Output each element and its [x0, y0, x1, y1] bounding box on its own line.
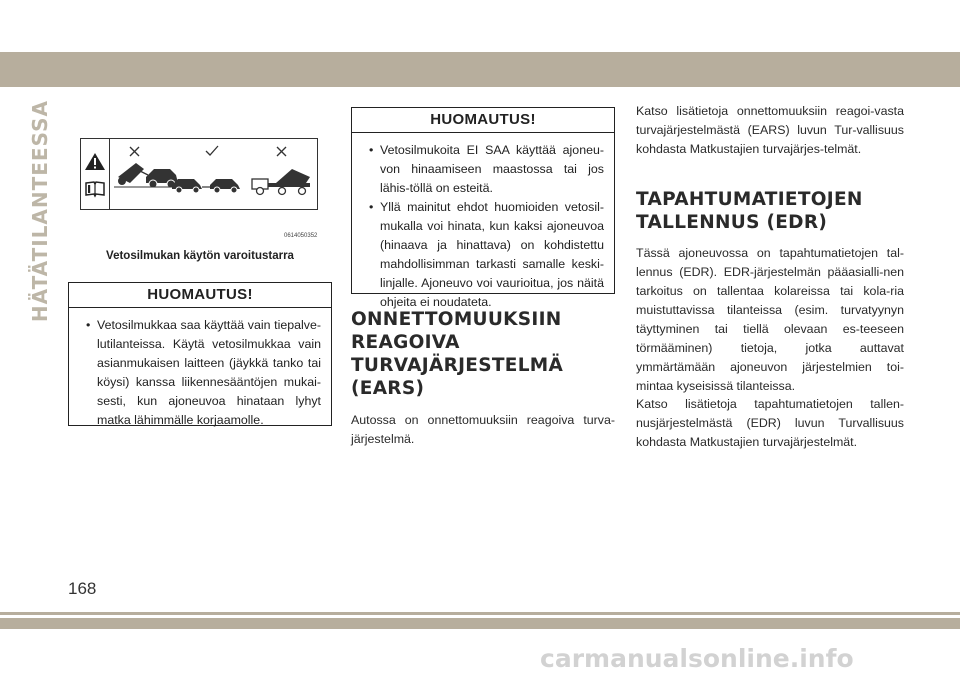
notice-title: HUOMAUTUS! — [69, 283, 331, 308]
heading-line: (EARS) — [351, 378, 425, 399]
ears-body: Autossa on onnettomuuksiin reagoiva turva-järjestelmä. — [351, 413, 615, 446]
edr-reference: Katso lisätietoja tapahtumatietojen tallen-nusjärjestelmästä (EDR) luvun Turvallisuus kohdasta Matkustajien turvajärjestelmät. — [636, 397, 904, 449]
figure-id: 0614050352 — [284, 233, 318, 239]
flatbed-truck-scene — [252, 169, 310, 195]
tow-recovery-scene — [114, 163, 182, 188]
ears-reference: Katso lisätietoja onnettomuuksiin reagoi-vasta turvajärjestelmästä (EARS) luvun Tur-vallisuus kohdasta Matkustajien turvajärjes-telmät. — [636, 104, 904, 156]
page-number: 168 — [68, 579, 97, 598]
notice-list — [69, 308, 331, 440]
heading-line: TURVAJÄRJESTELMÄ — [351, 355, 564, 376]
heading-line: TAPAHTUMATIETOJEN — [636, 189, 863, 210]
edr-description: Tässä ajoneuvossa on tapahtumatietojen tal-lennus (EDR). EDR-järjestelmän pääasialli-nen tarkoitus on tallentaa kolareissa tai kola-ria muistuttavissa tilanteissa (esim. turvatyynyn täyttyminen tai tiellä olevaan es-teeseen törmääminen) tietoja, jotka auttavat ymmärtämään ajoneuvon järjestelmien toi-mintaa kyseisissä tilanteissa. — [636, 246, 904, 393]
figure-caption: Vetosilmukan käytön varoitustarra — [106, 250, 294, 262]
manual-book-icon — [81, 139, 109, 209]
notice-box-2 — [351, 107, 615, 309]
heading-line: REAGOIVA — [351, 332, 460, 353]
towing-illustration — [110, 139, 318, 209]
notice-item: • Yllä mainitut ehdot huomioiden vetosil-mukalla voi hinata, kun kaksi ajoneuvoa (hinaava ja hinattava) on kohdistettu mahdollisimman tarkasti samalle keski-linjalle. Ajoneuvo voi vaurioitua, jos näitä ohjeita ei noudateta. — [370, 198, 604, 312]
section-tab — [26, 100, 54, 323]
cross-mark-icon — [277, 147, 286, 156]
notice-item: • Vetosilmukkaa saa käyttää vain tiepalve-lutilanteissa. Käytä vetosilmukkaa vain asianmukaisen laitteen (jäykkä tanko tai köysi) kanssa liikennesääntöjen mukai-sesti, kun ajoneuvoa hinataan lyhyt matka lähimmälle korjaamolle. — [87, 316, 321, 430]
cross-mark-icon — [130, 147, 139, 156]
check-mark-icon — [206, 146, 218, 155]
figure-icon-column — [81, 139, 110, 209]
ears-heading — [351, 308, 615, 400]
watermark: carmanualsonline.info — [540, 644, 854, 673]
warning-label-figure — [80, 138, 318, 210]
heading-line: TALLENNUS (EDR) — [636, 212, 828, 233]
notice-box-1 — [68, 282, 332, 426]
heading-line: ONNETTOMUUKSIIN — [351, 309, 562, 330]
notice-title: HUOMAUTUS! — [352, 108, 614, 133]
footer-rule — [0, 612, 960, 615]
edr-heading — [636, 188, 904, 234]
notice-item: • Vetosilmukoita EI SAA käyttää ajoneu-von hinaamiseen maastossa tai jos lähis-töllä on esteitä. — [370, 141, 604, 198]
notice-list — [352, 133, 614, 322]
two-cars-towing-scene — [172, 179, 240, 193]
section-tab-label: HÄTÄTILANTEESSA — [28, 100, 52, 323]
header-band — [0, 52, 960, 87]
footer-band — [0, 618, 960, 629]
